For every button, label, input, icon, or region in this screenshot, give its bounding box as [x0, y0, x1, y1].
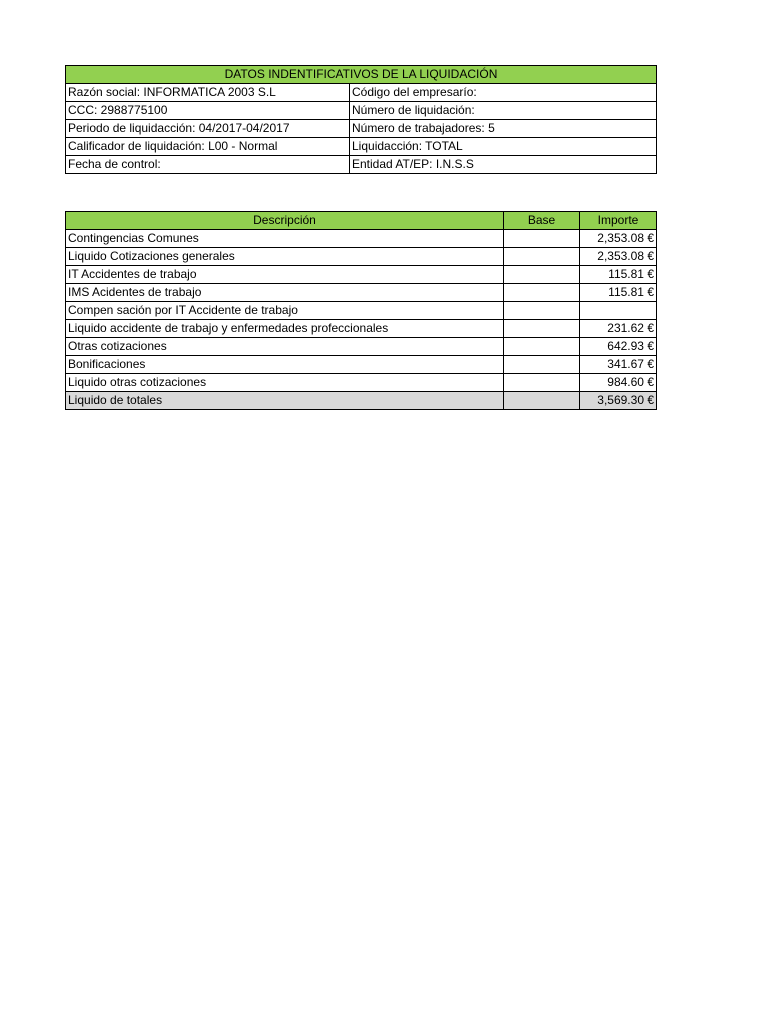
ccc: CCC: 2988775100 — [66, 102, 350, 120]
table-row — [66, 266, 657, 284]
table-row — [66, 284, 657, 302]
entidad-at-ep: Entidad AT/EP: I.N.S.S — [350, 156, 657, 174]
row-importe: 2,353.08 € — [580, 248, 657, 266]
row-base — [504, 230, 580, 248]
row-base — [504, 302, 580, 320]
table-row — [66, 84, 657, 102]
calificador-liquidacion: Calificador de liquidación: L00 - Normal — [66, 138, 350, 156]
row-base — [504, 284, 580, 302]
table-row — [66, 102, 657, 120]
table-row — [66, 320, 657, 338]
table-row — [66, 374, 657, 392]
row-importe: 231.62 € — [580, 320, 657, 338]
fecha-control: Fecha de control: — [66, 156, 350, 174]
row-importe: 642.93 € — [580, 338, 657, 356]
table-row — [66, 230, 657, 248]
razon-social: Razón social: INFORMATICA 2003 S.L — [66, 84, 350, 102]
row-importe — [580, 302, 657, 320]
row-description: Otras cotizaciones — [66, 338, 504, 356]
info-title: DATOS INDENTIFICATIVOS DE LA LIQUIDACIÓN — [66, 66, 657, 84]
row-importe: 341.67 € — [580, 356, 657, 374]
table-row — [66, 302, 657, 320]
row-description: Bonificaciones — [66, 356, 504, 374]
liquidacion-tipo: Liquidacción: TOTAL — [350, 138, 657, 156]
column-header-base: Base — [504, 212, 580, 230]
column-header-descripcion: Descripción — [66, 212, 504, 230]
table-row — [66, 120, 657, 138]
table-row — [66, 156, 657, 174]
total-row — [66, 392, 657, 410]
table-row — [66, 338, 657, 356]
table-row — [66, 248, 657, 266]
liquidation-info-table — [65, 65, 657, 174]
row-description: IT Accidentes de trabajo — [66, 266, 504, 284]
row-description: Liquido otras cotizaciones — [66, 374, 504, 392]
row-description: Compen sación por IT Accidente de trabajo — [66, 302, 504, 320]
row-description: IMS Acidentes de trabajo — [66, 284, 504, 302]
table-row — [66, 356, 657, 374]
total-importe: 3,569.30 € — [580, 392, 657, 410]
periodo-liquidacion: Periodo de liquidacción: 04/2017-04/2017 — [66, 120, 350, 138]
detail-table — [65, 211, 657, 410]
codigo-empresario: Código del empresarío: — [350, 84, 657, 102]
row-base — [504, 374, 580, 392]
row-description: Liquido Cotizaciones generales — [66, 248, 504, 266]
total-base — [504, 392, 580, 410]
row-base — [504, 248, 580, 266]
row-description: Contingencias Comunes — [66, 230, 504, 248]
row-importe: 115.81 € — [580, 284, 657, 302]
row-importe: 984.60 € — [580, 374, 657, 392]
total-description: Liquido de totales — [66, 392, 504, 410]
numero-trabajadores: Número de trabajadores: 5 — [350, 120, 657, 138]
row-importe: 2,353.08 € — [580, 230, 657, 248]
table-row — [66, 138, 657, 156]
numero-liquidacion: Número de liquidación: — [350, 102, 657, 120]
row-base — [504, 356, 580, 374]
row-description: Liquido accidente de trabajo y enfermedades profeccionales — [66, 320, 504, 338]
row-base — [504, 338, 580, 356]
row-base — [504, 320, 580, 338]
row-importe: 115.81 € — [580, 266, 657, 284]
row-base — [504, 266, 580, 284]
column-header-importe: Importe — [580, 212, 657, 230]
